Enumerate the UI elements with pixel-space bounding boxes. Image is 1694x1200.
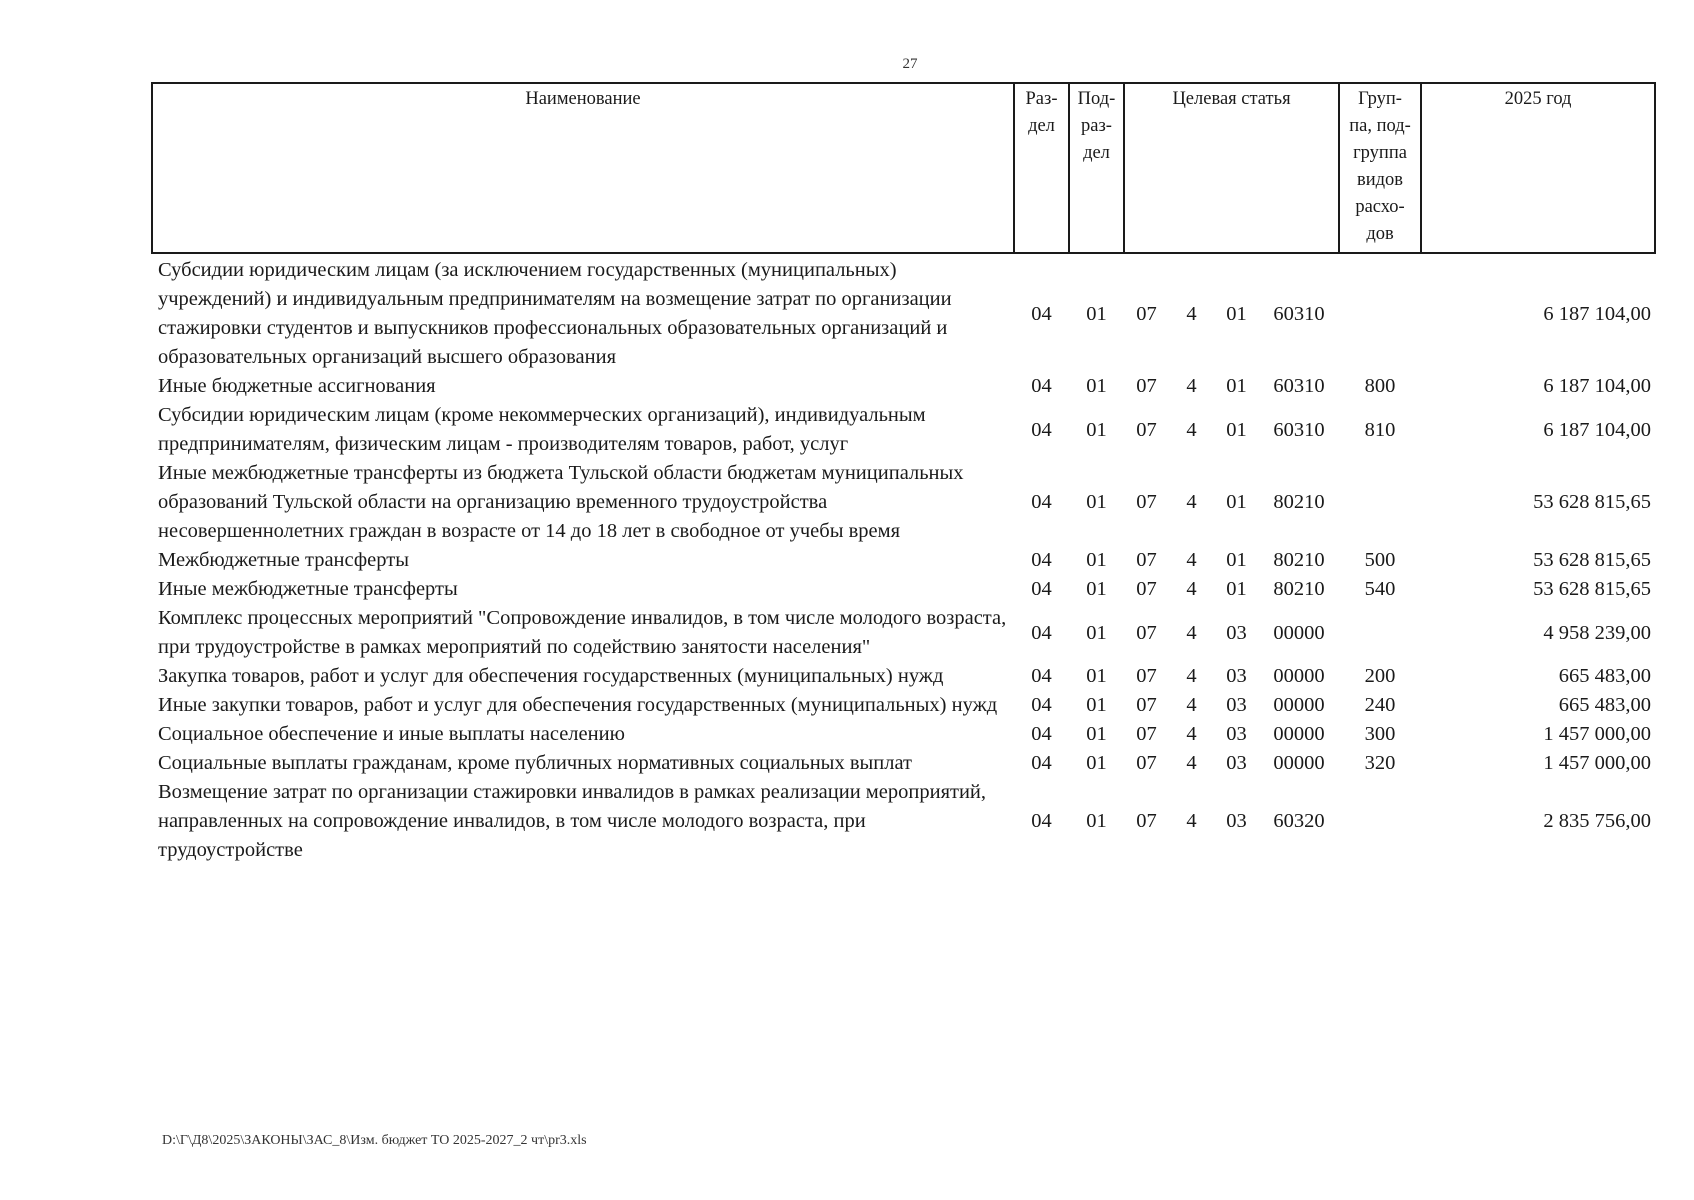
- table-row: [152, 778, 1655, 865]
- header-podrazdel-line: дел: [1083, 143, 1110, 163]
- header-group: [1339, 83, 1421, 253]
- row-target-complex: 01: [1226, 302, 1247, 325]
- row-target-complex: 03: [1226, 752, 1247, 774]
- row-target-direction: 00000: [1273, 723, 1325, 745]
- row-target-program: 07: [1136, 549, 1157, 571]
- header-razdel-line: Раз-: [1025, 89, 1058, 109]
- row-target-type: 4: [1186, 621, 1197, 644]
- header-podrazdel-line: Под-: [1077, 89, 1116, 109]
- row-target-program: 07: [1136, 375, 1157, 397]
- row-target-complex: 03: [1226, 810, 1247, 832]
- row-target-direction: 00000: [1273, 665, 1325, 687]
- header-group-line: па, под-: [1349, 116, 1411, 136]
- row-amount: 53 628 815,65: [1533, 491, 1652, 513]
- row-expense-group: [1339, 778, 1421, 865]
- row-expense-group: 240: [1364, 694, 1396, 716]
- row-podrazdel: 01: [1086, 621, 1107, 644]
- file-path-footer: D:\Г\Д8\2025\ЗАКОНЫ\ЗАС_8\Изм. бюджет ТО 2025-2027_2 чт\pr3.xls: [162, 1133, 587, 1148]
- row-target-complex: 03: [1226, 694, 1247, 716]
- row-target-program: 07: [1136, 302, 1157, 325]
- row-podrazdel: 01: [1086, 665, 1107, 687]
- table-row: [152, 372, 1655, 401]
- row-target-program: 07: [1136, 578, 1157, 600]
- row-target-complex: 01: [1226, 375, 1247, 397]
- row-expense-group: 300: [1364, 723, 1396, 745]
- row-name: Комплекс процессных мероприятий "Сопровождение инвалидов, в том числе молодого возраста, при трудоустройстве в рамках мероприятий по содействию занятости населения": [158, 607, 1007, 658]
- row-razdel: 04: [1031, 621, 1052, 644]
- row-expense-group: 800: [1364, 375, 1396, 397]
- row-amount: 6 187 104,00: [1543, 418, 1652, 441]
- row-target-type: 4: [1186, 694, 1197, 716]
- row-podrazdel: 01: [1086, 694, 1107, 716]
- table-row: [152, 459, 1655, 546]
- row-amount: 1 457 000,00: [1543, 723, 1652, 745]
- row-amount: 6 187 104,00: [1543, 302, 1652, 325]
- row-name: Социальное обеспечение и иные выплаты населению: [158, 723, 625, 745]
- row-target-complex: 01: [1226, 549, 1247, 571]
- row-name: Иные межбюджетные трансферты из бюджета Тульской области бюджетам муниципальных образований Тульской области на организацию временного трудоустройства несовершеннолетних граждан в возрасте от 14 до 18 лет в свободное от учебы время: [158, 462, 964, 542]
- row-name: Возмещение затрат по организации стажировки инвалидов в рамках реализации мероприятий, направленных на сопровождение инвалидов, в том числе молодого возраста, при трудоустройстве: [158, 781, 987, 861]
- row-target-direction: 80210: [1273, 578, 1325, 600]
- row-target-type: 4: [1186, 752, 1197, 774]
- row-target-type: 4: [1186, 375, 1197, 397]
- row-podrazdel: 01: [1086, 810, 1107, 832]
- row-name: Иные межбюджетные трансферты: [158, 578, 458, 600]
- row-name: Иные бюджетные ассигнования: [158, 375, 436, 397]
- row-razdel: 04: [1031, 549, 1052, 571]
- header-year: 2025 год: [1421, 83, 1655, 253]
- row-podrazdel: 01: [1086, 752, 1107, 774]
- row-razdel: 04: [1031, 810, 1052, 832]
- row-podrazdel: 01: [1086, 723, 1107, 745]
- row-target-type: 4: [1186, 810, 1197, 832]
- row-target-direction: 80210: [1273, 491, 1325, 513]
- row-target-program: 07: [1136, 621, 1157, 644]
- row-name: Иные закупки товаров, работ и услуг для обеспечения государственных (муниципальных) нужд: [158, 694, 998, 716]
- row-target-direction: 60310: [1273, 375, 1325, 397]
- row-expense-group: 320: [1364, 752, 1396, 774]
- row-expense-group: 200: [1364, 665, 1396, 687]
- row-expense-group: 500: [1364, 549, 1396, 571]
- table-row: [152, 546, 1655, 575]
- header-group-line: видов: [1356, 170, 1404, 190]
- row-expense-group: [1339, 459, 1421, 546]
- table-row: [152, 691, 1655, 720]
- page-number: 27: [902, 56, 918, 72]
- header-razdel-line: дел: [1028, 116, 1055, 136]
- row-amount: 2 835 756,00: [1543, 810, 1652, 832]
- row-razdel: 04: [1031, 578, 1052, 600]
- header-target: Целевая статья: [1124, 83, 1339, 253]
- row-target-complex: 03: [1226, 723, 1247, 745]
- row-podrazdel: 01: [1086, 491, 1107, 513]
- table-row: [152, 720, 1655, 749]
- row-amount: 665 483,00: [1558, 694, 1652, 716]
- row-razdel: 04: [1031, 491, 1052, 513]
- row-name: Субсидии юридическим лицам (кроме некоммерческих организаций), индивидуальным предпринимателям, физическим лицам - производителям товаров, работ, услуг: [158, 404, 926, 455]
- row-target-program: 07: [1136, 810, 1157, 832]
- row-target-type: 4: [1186, 491, 1197, 513]
- row-razdel: 04: [1031, 375, 1052, 397]
- row-amount: 665 483,00: [1558, 665, 1652, 687]
- row-target-complex: 01: [1226, 491, 1247, 513]
- row-target-direction: 00000: [1273, 694, 1325, 716]
- row-razdel: 04: [1031, 418, 1052, 441]
- row-target-program: 07: [1136, 491, 1157, 513]
- row-name: Межбюджетные трансферты: [158, 549, 409, 571]
- row-target-direction: 60310: [1273, 302, 1325, 325]
- table-row: [152, 749, 1655, 778]
- row-target-program: 07: [1136, 418, 1157, 441]
- header-razdel: [1014, 83, 1069, 253]
- row-amount: 53 628 815,65: [1533, 578, 1652, 600]
- row-expense-group: 810: [1364, 418, 1396, 441]
- row-podrazdel: 01: [1086, 302, 1107, 325]
- table-row: [152, 575, 1655, 604]
- row-name: Социальные выплаты гражданам, кроме публичных нормативных социальных выплат: [158, 752, 913, 774]
- row-target-direction: 60310: [1273, 418, 1325, 441]
- header-group-line: дов: [1366, 224, 1394, 244]
- row-target-complex: 01: [1226, 418, 1247, 441]
- budget-table: [151, 82, 1656, 865]
- row-razdel: 04: [1031, 723, 1052, 745]
- table-row: [152, 604, 1655, 662]
- row-podrazdel: 01: [1086, 549, 1107, 571]
- table-header: [152, 83, 1655, 253]
- row-amount: 53 628 815,65: [1533, 549, 1652, 571]
- row-target-type: 4: [1186, 302, 1197, 325]
- row-target-program: 07: [1136, 665, 1157, 687]
- row-target-direction: 00000: [1273, 621, 1325, 644]
- row-target-type: 4: [1186, 418, 1197, 441]
- table-row: [152, 662, 1655, 691]
- row-razdel: 04: [1031, 752, 1052, 774]
- header-name: Наименование: [152, 83, 1014, 253]
- row-target-program: 07: [1136, 723, 1157, 745]
- table-row: [152, 253, 1655, 372]
- row-name: Закупка товаров, работ и услуг для обеспечения государственных (муниципальных) нужд: [158, 665, 944, 687]
- header-group-line: группа: [1353, 143, 1407, 163]
- row-target-program: 07: [1136, 694, 1157, 716]
- row-amount: 6 187 104,00: [1543, 375, 1652, 397]
- row-target-direction: 80210: [1273, 549, 1325, 571]
- row-amount: 4 958 239,00: [1543, 621, 1652, 644]
- row-razdel: 04: [1031, 665, 1052, 687]
- table-row: [152, 401, 1655, 459]
- row-target-type: 4: [1186, 665, 1197, 687]
- row-target-complex: 01: [1226, 578, 1247, 600]
- row-amount: 1 457 000,00: [1543, 752, 1652, 774]
- row-razdel: 04: [1031, 302, 1052, 325]
- row-target-direction: 00000: [1273, 752, 1325, 774]
- row-expense-group: 540: [1364, 578, 1396, 600]
- row-target-direction: 60320: [1273, 810, 1325, 832]
- header-group-line: расхо-: [1355, 197, 1405, 217]
- header-podrazdel: [1069, 83, 1124, 253]
- row-target-type: 4: [1186, 549, 1197, 571]
- header-group-line: Груп-: [1358, 89, 1402, 109]
- row-razdel: 04: [1031, 694, 1052, 716]
- row-target-complex: 03: [1226, 621, 1247, 644]
- row-podrazdel: 01: [1086, 578, 1107, 600]
- row-podrazdel: 01: [1086, 375, 1107, 397]
- row-podrazdel: 01: [1086, 418, 1107, 441]
- row-target-type: 4: [1186, 578, 1197, 600]
- row-name: Субсидии юридическим лицам (за исключением государственных (муниципальных) учреждений) и индивидуальным предпринимателям на возмещение затрат по организации стажировки студентов и выпускников профессиональных образовательных организаций и образовательных организаций высшего образования: [158, 259, 952, 368]
- header-podrazdel-line: раз-: [1081, 116, 1112, 136]
- row-expense-group: [1339, 253, 1421, 372]
- row-target-program: 07: [1136, 752, 1157, 774]
- row-target-complex: 03: [1226, 665, 1247, 687]
- row-expense-group: [1339, 604, 1421, 662]
- row-target-type: 4: [1186, 723, 1197, 745]
